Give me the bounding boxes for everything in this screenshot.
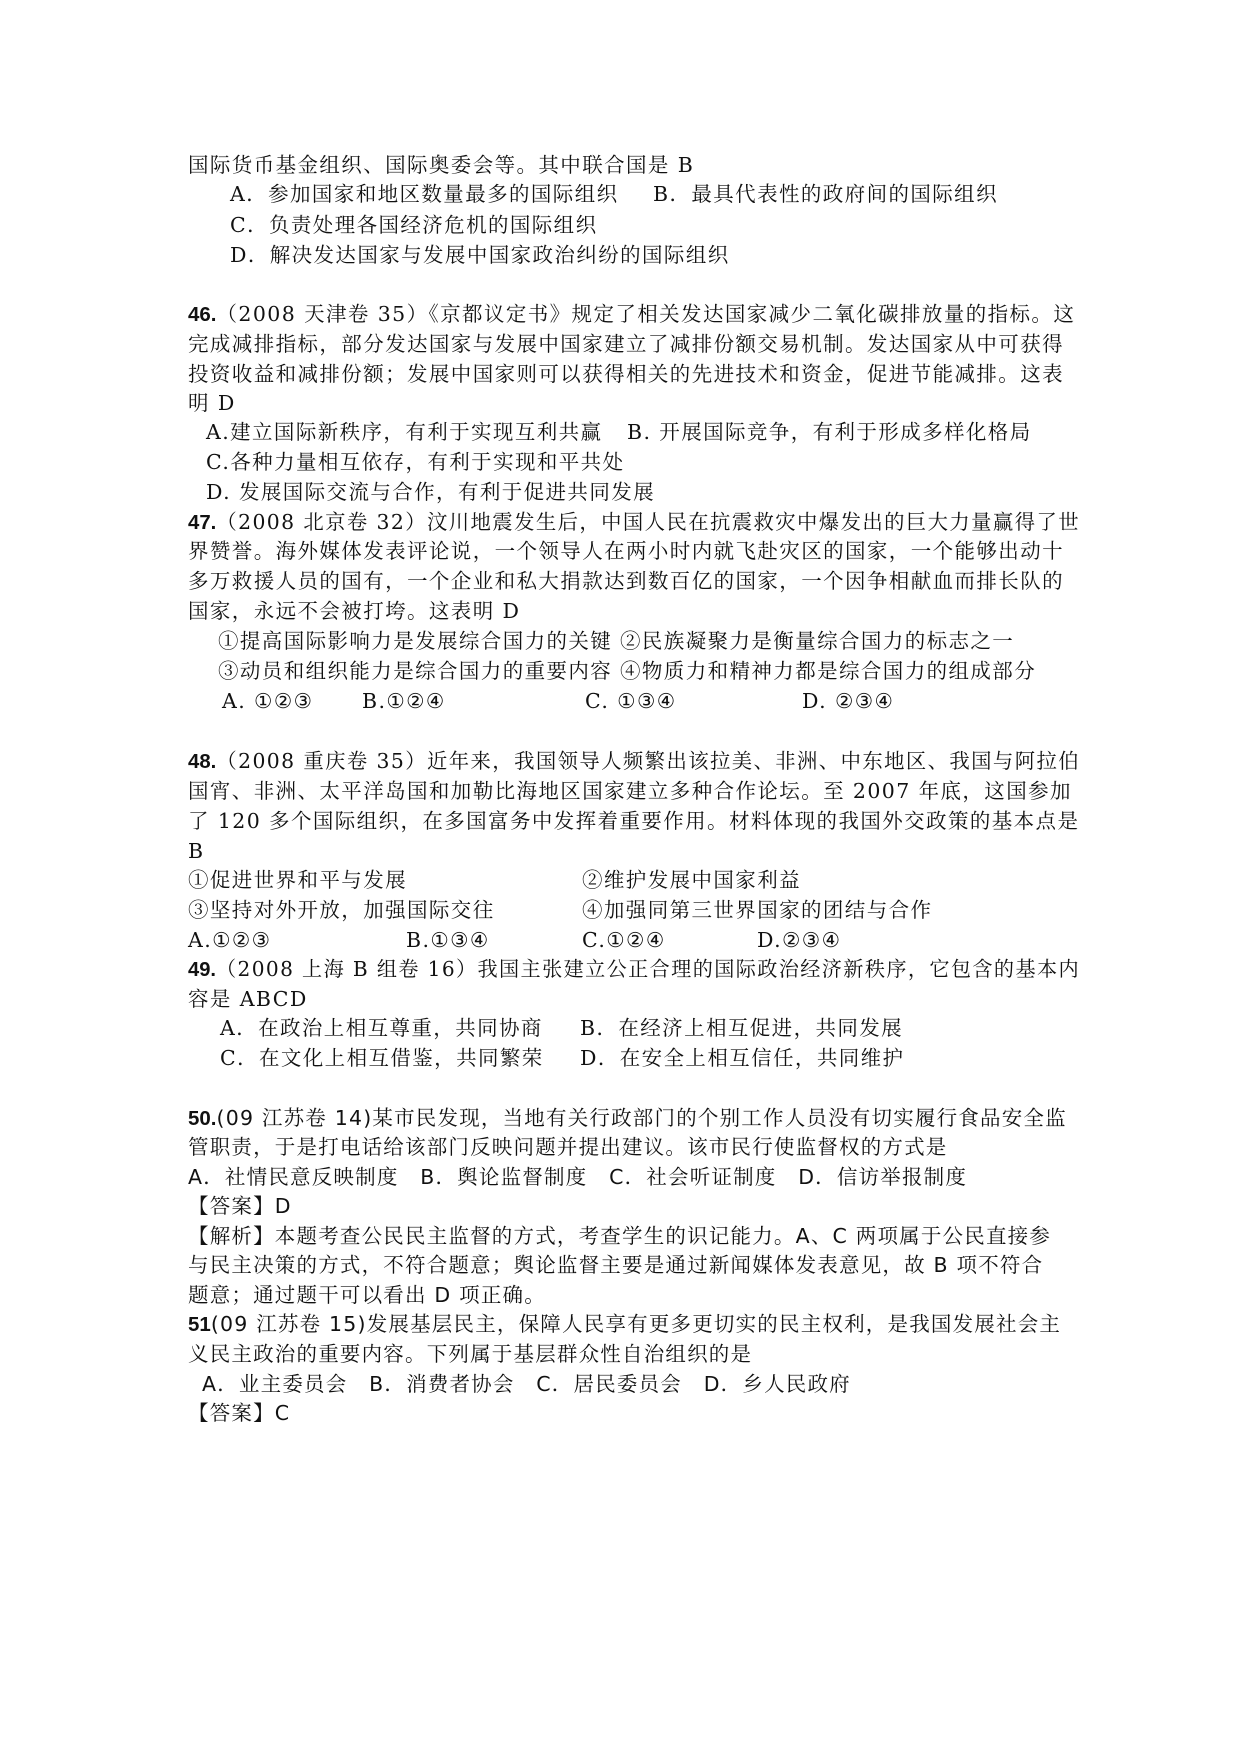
q46-option-c: C.各种力量相互依存，有利于实现和平共处 <box>206 450 625 474</box>
q47-line3: 多万救援人员的国有，一个企业和私大捐款达到数百亿的国家，一个因争相献血而排长队的 <box>188 569 1064 593</box>
q46-line1 <box>188 300 1075 329</box>
q46-option-b: B. 开展国际竞争，有利于形成多样化格局 <box>627 420 1032 444</box>
q49-text1: （2008 上海 B 组卷 16）我国主张建立公正合理的国际政治经济新秩序，它包含的基本内 <box>216 957 1081 981</box>
q51-line1 <box>188 1310 1061 1339</box>
q49-option-b: B．在经济上相互促进，共同发展 <box>580 1016 904 1040</box>
q47-item-1: ①提高国际影响力是发展综合国力的关键 <box>218 629 613 653</box>
q47-text1: （2008 北京卷 32）汶川地震发生后，中国人民在抗震救灾中爆发出的巨大力量赢得了世 <box>216 510 1081 534</box>
q48-option-c: C.①②④ <box>582 928 666 952</box>
q50-options: A．社情民意反映制度 B．舆论监督制度 C．社会听证制度 D．信访举报制度 <box>188 1165 968 1189</box>
q49-option-c: C．在文化上相互借鉴，共同繁荣 <box>220 1046 544 1070</box>
q48-line4: B <box>188 839 205 863</box>
q51-line2: 义民主政治的重要内容。下列属于基层群众性自治组织的是 <box>188 1342 753 1366</box>
q51-text1: (09 江苏卷 15)发展基层民主，保障人民享有更多更切实的民主权利，是我国发展社会主 <box>210 1312 1062 1336</box>
q49-number: 49. <box>188 958 217 981</box>
q45-option-b: B．最具代表性的政府间的国际组织 <box>653 182 998 206</box>
q49-option-d: D．在安全上相互信任，共同维护 <box>580 1046 905 1070</box>
q47-item-2: ②民族凝聚力是衡量综合国力的标志之一 <box>620 629 1015 653</box>
q47-option-c: C. ①③④ <box>585 689 677 713</box>
q48-line2: 国宵、非洲、太平洋岛国和加勒比海地区国家建立多种合作论坛。至 2007 年底，这国参加 <box>188 779 1072 803</box>
q48-item-4: ④加强同第三世界国家的团结与合作 <box>582 898 933 922</box>
q49-line1 <box>188 955 1080 984</box>
q46-option-d: D. 发展国际交流与合作，有利于促进共同发展 <box>206 480 656 504</box>
q46-option-a: A.建立国际新秩序，有利于实现互利共赢 <box>206 420 603 444</box>
q50-analysis-line2: 与民主决策的方式，不符合题意；舆论监督主要是通过新闻媒体发表意见，故 B 项不符合 <box>188 1253 1044 1277</box>
q47-number: 47. <box>188 511 217 534</box>
q51-options: A．业主委员会 B．消费者协会 C．居民委员会 D．乡人民政府 <box>202 1372 851 1396</box>
q49-line2: 容是 ABCD <box>188 987 308 1011</box>
q51-number: 51 <box>188 1313 211 1336</box>
q50-analysis-line3: 题意；通过题干可以看出 D 项正确。 <box>188 1283 546 1307</box>
q48-line3: 了 120 多个国际组织，在多国富务中发挥着重要作用。材料体现的我国外交政策的基本点是 <box>188 809 1080 833</box>
q50-number: 50. <box>188 1107 217 1130</box>
q48-option-b: B.①③④ <box>406 928 490 952</box>
q47-line2: 界赞誉。海外媒体发表评论说，一个领导人在两小时内就飞赴灾区的国家，一个能够出动十 <box>188 539 1064 563</box>
q47-item-3: ③动员和组织能力是综合国力的重要内容 <box>218 659 613 683</box>
q45-option-d: D．解决发达国家与发展中国家政治纠纷的国际组织 <box>230 243 730 267</box>
q45-option-a: A．参加国家和地区数量最多的国际组织 <box>230 182 619 206</box>
q48-text1: （2008 重庆卷 35）近年来，我国领导人频繁出该拉美、非洲、中东地区、我国与阿拉伯 <box>216 749 1081 773</box>
q49-option-a: A．在政治上相互尊重，共同协商 <box>220 1016 543 1040</box>
q50-line1 <box>188 1104 1067 1133</box>
q48-number: 48. <box>188 750 217 773</box>
q48-item-2: ②维护发展中国家利益 <box>582 868 801 892</box>
q47-line4: 国家，永远不会被打垮。这表明 D <box>188 599 521 623</box>
q45-stem: 国际货币基金组织、国际奥委会等。其中联合国是 B <box>188 153 695 177</box>
q48-item-1: ①促进世界和平与发展 <box>188 868 407 892</box>
q50-analysis-line1: 【解析】本题考查公民民主监督的方式，考查学生的识记能力。A、C 两项属于公民直接参 <box>188 1224 1052 1248</box>
q47-option-b: B.①②④ <box>362 689 446 713</box>
q46-line2: 完成减排指标，部分发达国家与发展中国家建立了减排份额交易机制。发达国家从中可获得 <box>188 332 1064 356</box>
q47-line1 <box>188 508 1080 537</box>
q48-item-3: ③坚持对外开放，加强国际交往 <box>188 898 495 922</box>
q51-answer: 【答案】C <box>188 1401 291 1425</box>
q45-option-c: C．负责处理各国经济危机的国际组织 <box>230 213 598 237</box>
q46-line4: 明 D <box>188 391 236 415</box>
q47-option-d: D. ②③④ <box>802 689 895 713</box>
q46-line3: 投资收益和减排份额；发展中国家则可以获得相关的先进技术和资金，促进节能减排。这表 <box>188 362 1064 386</box>
q47-item-4: ④物质力和精神力都是综合国力的组成部分 <box>620 659 1037 683</box>
q50-answer: 【答案】D <box>188 1194 292 1218</box>
q46-number: 46. <box>188 303 217 326</box>
q48-line1 <box>188 747 1080 776</box>
q48-option-a: A.①②③ <box>188 928 272 952</box>
q48-option-d: D.②③④ <box>757 928 842 952</box>
q50-line2: 管职责，于是打电话给该部门反映问题并提出建议。该市民行使监督权的方式是 <box>188 1135 948 1159</box>
q46-text1: （2008 天津卷 35）《京都议定书》规定了相关发达国家减少二氧化碳排放量的指标。这 <box>216 302 1076 326</box>
q47-option-a: A. ①②③ <box>222 689 314 713</box>
q50-text1: (09 江苏卷 14)某市民发现，当地有关行政部门的个别工作人员没有切实履行食品安全监 <box>216 1106 1067 1130</box>
